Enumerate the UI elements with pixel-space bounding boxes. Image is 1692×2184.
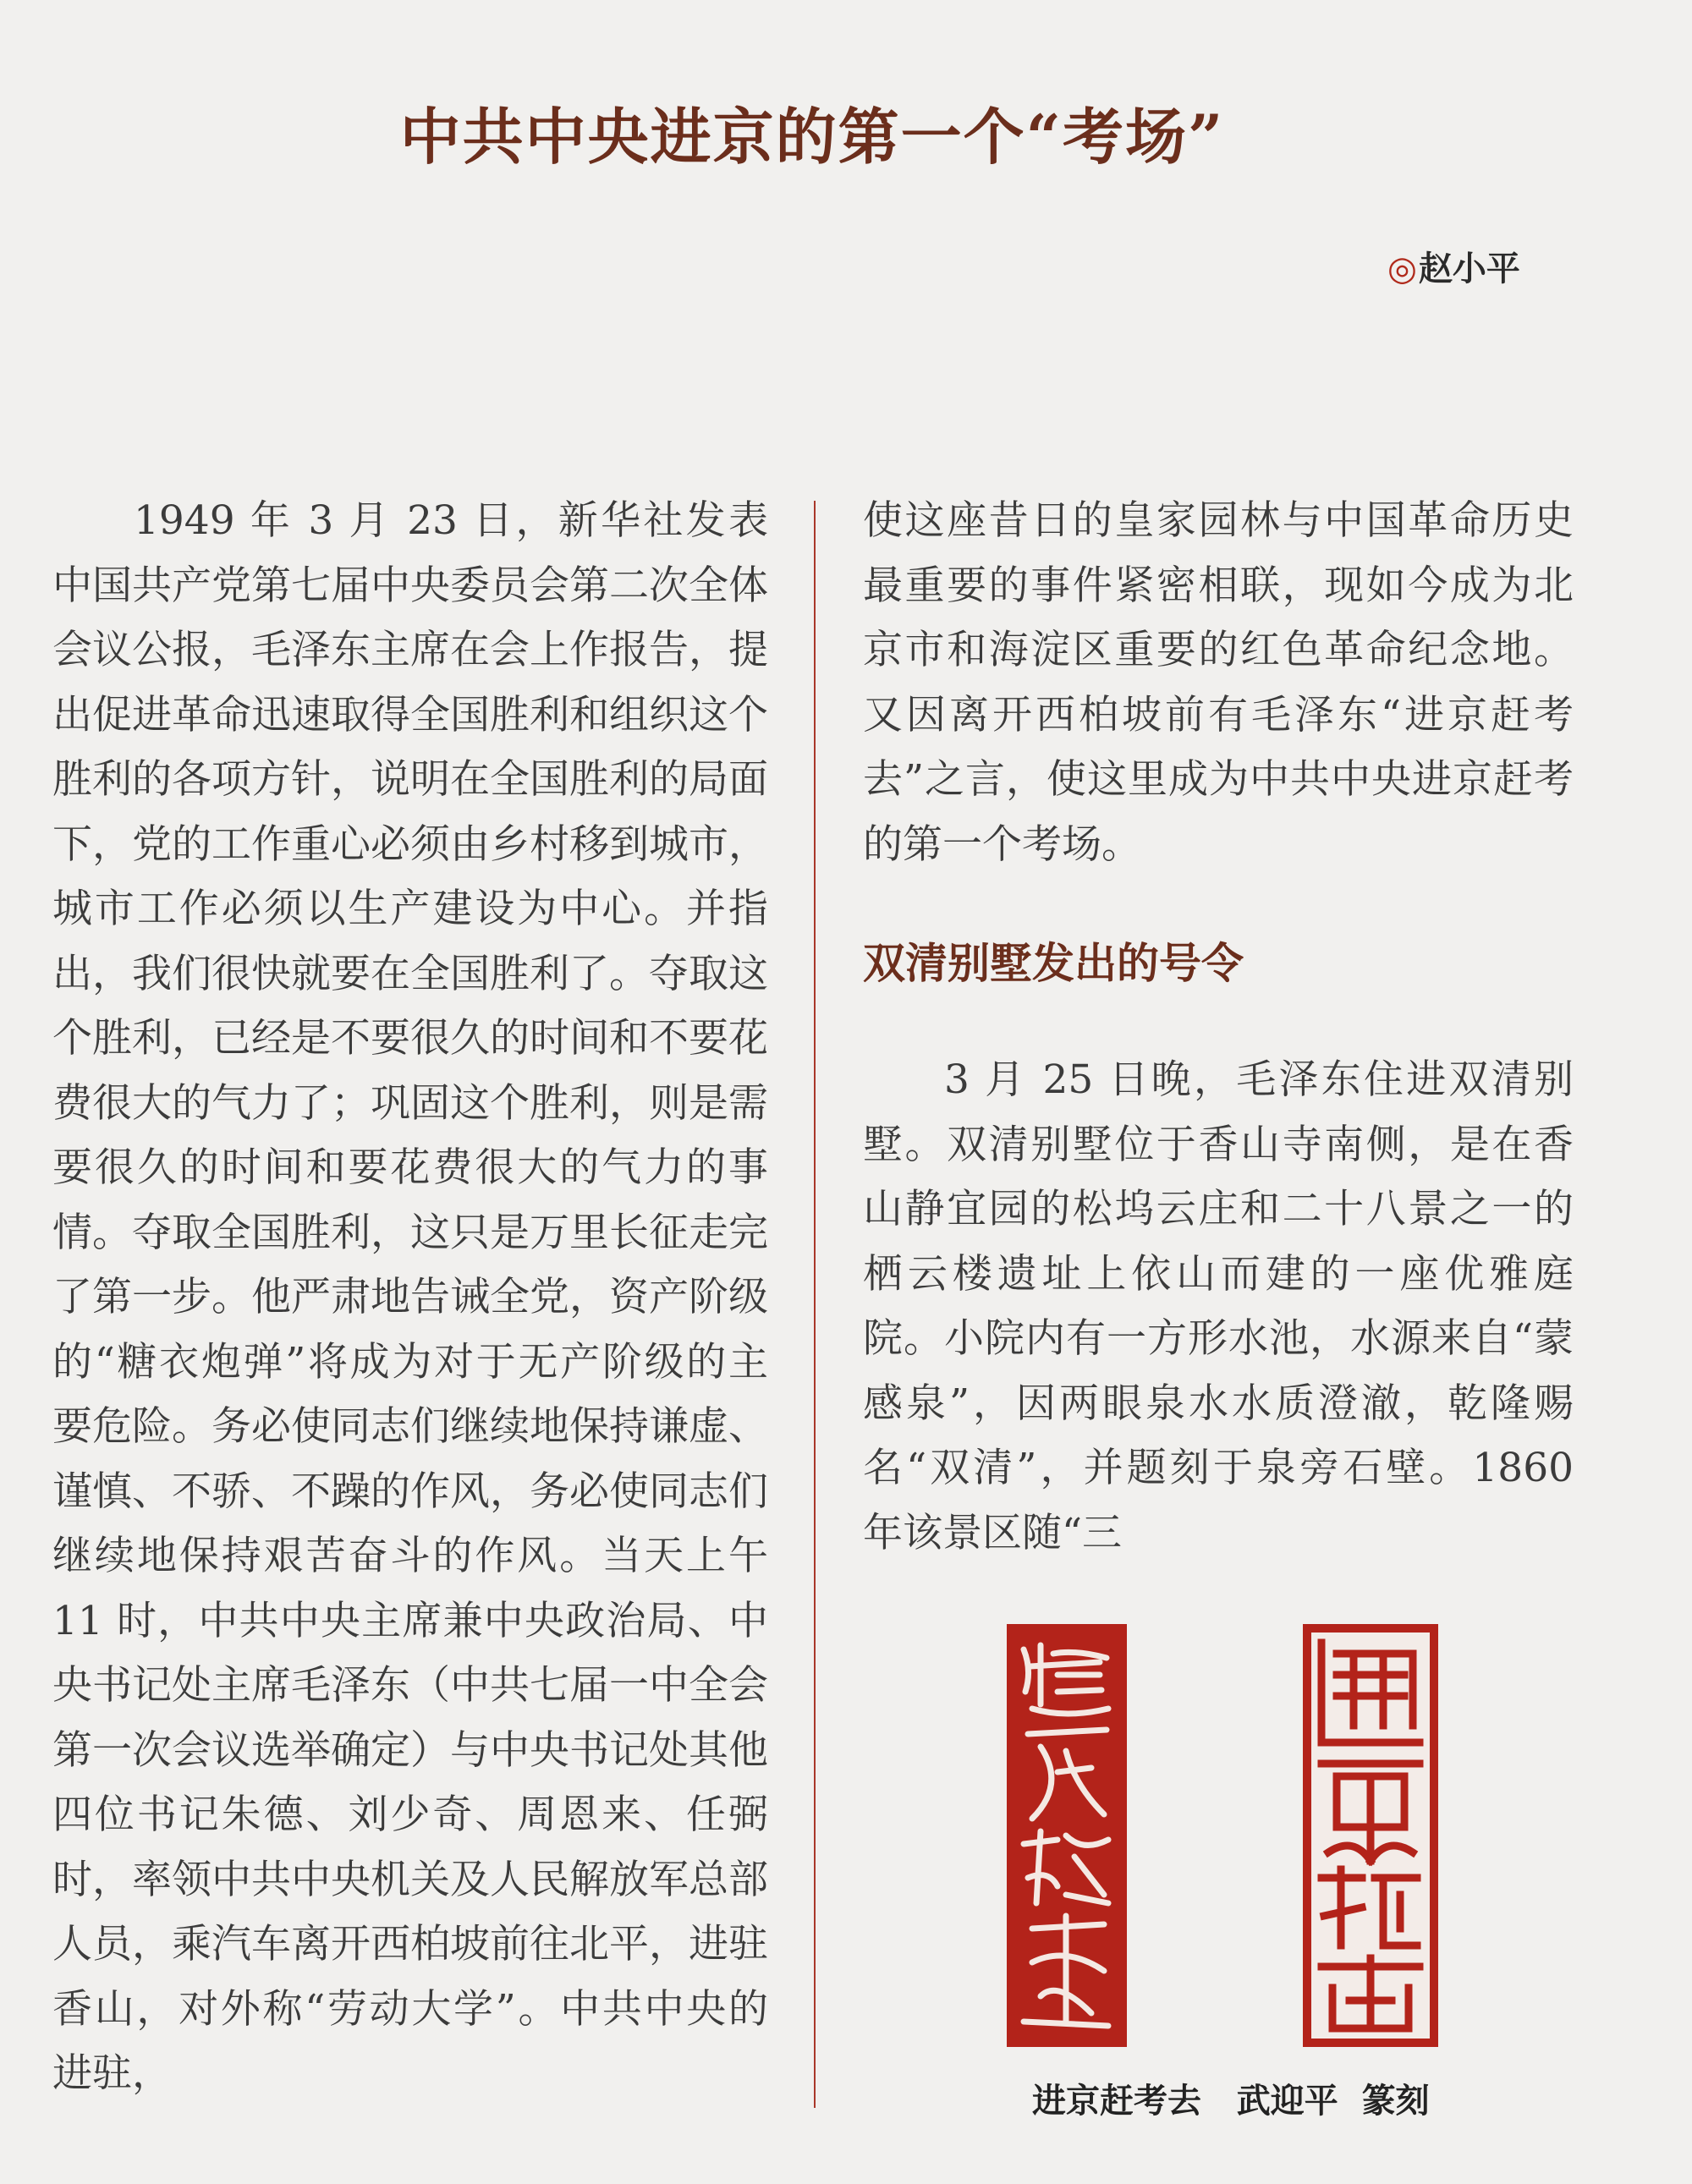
- seal-glyphs-1: [1007, 1624, 1127, 2047]
- article-title: 中共中央进京的第一个“考场”: [399, 101, 1225, 173]
- body-paragraph-2: 3 月 25 日晚，毛泽东住进双清别墅。双清别墅位于香山寺南侧，是在香山静宜园的松坞云庄和二十八景之一的栖云楼遗址上依山而建的一座优雅庭院。小院内有一方形水池，水源来自“蒙感泉”，因两眼泉水水质澄澈，乾隆赐名“双清”，并题刻于泉旁石壁。1860 年该景区随“三: [863, 1056, 1574, 1556]
- body-paragraph-continued: 使这座昔日的皇家园林与中国革命历史最重要的事件紧密相联，现如今成为北京市和海淀区重要的红色革命纪念地。又因离开西柏坡前有毛泽东“进京赶考去”之言，使这里成为中共中央进京赶考的第一个考场。: [863, 497, 1574, 868]
- author-byline: [1387, 242, 1520, 290]
- section-subheading: 双清别墅发出的号令: [863, 938, 1244, 988]
- caption-note: 篆刻: [1361, 2081, 1430, 2121]
- seal-glyphs-2: [1303, 1624, 1438, 2047]
- caption-artist: 武迎平: [1236, 2081, 1338, 2121]
- left-column: [52, 489, 768, 2107]
- right-column: [863, 489, 1574, 1566]
- seal-stamp-intaglio: [1007, 1624, 1127, 2047]
- column-divider: [814, 501, 816, 2108]
- seal-stamp-relief: [1303, 1624, 1438, 2047]
- seal-caption: [1032, 2074, 1430, 2122]
- author-name: 赵小平: [1418, 249, 1520, 288]
- body-paragraph-1: 1949 年 3 月 23 日，新华社发表中国共产党第七届中央委员会第二次全体会议公报，毛泽东主席在会上作报告，提出促进革命迅速取得全国胜利和组织这个胜利的各项方针，说明在全国胜利的局面下，党的工作重心必须由乡村移到城市，城市工作必须以生产建设为中心。并指出，我们很快就要在全国胜利了。夺取这个胜利，已经是不要很久的时间和不要花费很大的气力了；巩固这个胜利，则是需要很久的时间和要花费很大的气力的事情。夺取全国胜利，这只是万里长征走完了第一步。他严肃地告诫全党，资产阶级的“糖衣炮弹”将成为对于无产阶级的主要危险。务必使同志们继续地保持谦虚、谨慎、不骄、不躁的作风，务必使同志们继续地保持艰苦奋斗的作风。当天上午 11 时，中共中央主席兼中央政治局、中央书记处主席毛泽东（中共七届一中全会第一次会议选举确定）与中央书记处其他四位书记朱德、刘少奇、周恩来、任弼时，率领中共中央机关及人民解放军总部人员，乘汽车离开西柏坡前往北平，进驻香山，对外称“劳动大学”。中共中央的进驻，: [52, 497, 768, 2097]
- byline-mark-icon: ◎: [1387, 250, 1417, 288]
- caption-seal-text: 进京赶考去: [1032, 2081, 1201, 2121]
